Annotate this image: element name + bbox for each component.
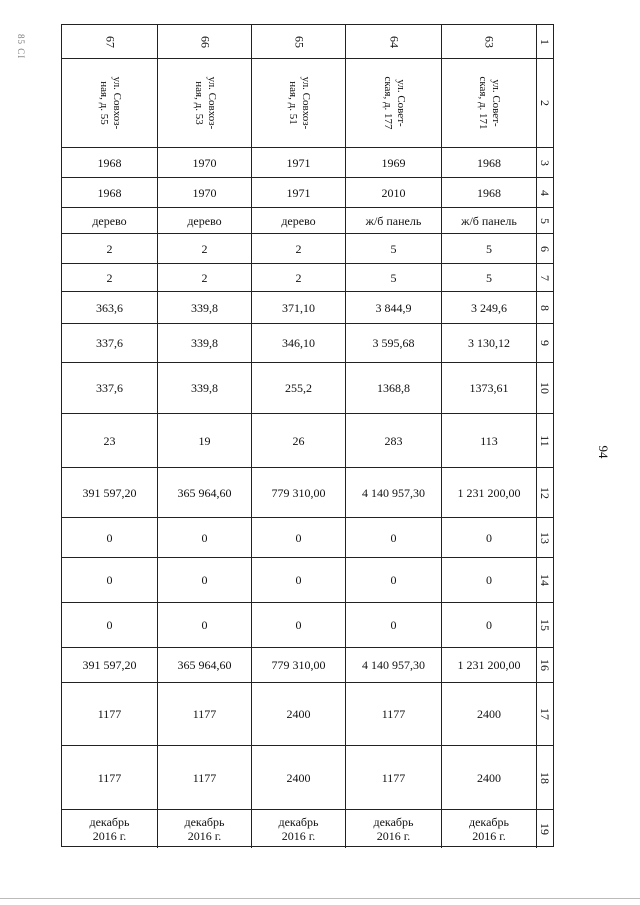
row-index-cell: 12 bbox=[538, 486, 552, 499]
table-row bbox=[62, 147, 553, 177]
table-row bbox=[62, 323, 553, 362]
table-cell: декабрь 2016 г. bbox=[252, 810, 346, 848]
table-cell: 0 bbox=[62, 603, 158, 647]
table-cell: дерево bbox=[158, 208, 252, 233]
table-row bbox=[62, 362, 553, 413]
table-cell: 2 bbox=[158, 264, 252, 291]
row-index-cell: 7 bbox=[538, 274, 552, 281]
table-row bbox=[62, 177, 553, 207]
row-index-cell: 6 bbox=[538, 245, 552, 252]
table-cell: 1177 bbox=[158, 746, 252, 809]
table-cell: 3 130,12 bbox=[442, 324, 537, 362]
table-cell: 0 bbox=[62, 518, 158, 557]
row-index-cell: 18 bbox=[538, 771, 552, 784]
table-row bbox=[62, 647, 553, 682]
row-index-cell: 5 bbox=[538, 217, 552, 224]
table-cell: 2010 bbox=[346, 178, 442, 207]
table-cell: 1971 bbox=[252, 148, 346, 177]
table-cell: 5 bbox=[442, 234, 537, 263]
table-cell: 1968 bbox=[62, 148, 158, 177]
table-cell: 0 bbox=[62, 558, 158, 602]
table-row-number bbox=[62, 25, 553, 58]
data-table bbox=[61, 24, 554, 847]
table-cell: 365 964,60 bbox=[158, 648, 252, 682]
table-cell: 1177 bbox=[62, 746, 158, 809]
table-cell: 1970 bbox=[158, 178, 252, 207]
row-index-cell: 8 bbox=[538, 304, 552, 311]
table-cell: 1 231 200,00 bbox=[442, 648, 537, 682]
table-cell: 2400 bbox=[252, 746, 346, 809]
table-cell: 0 bbox=[158, 518, 252, 557]
address-cell: ул. Совхоз- ная, д. 53 bbox=[158, 59, 252, 147]
table-cell: 283 bbox=[346, 414, 442, 467]
table-cell: 4 140 957,30 bbox=[346, 648, 442, 682]
row-index-cell: 10 bbox=[538, 382, 552, 394]
table-cell: 1368,8 bbox=[346, 363, 442, 413]
table-cell: 5 bbox=[346, 234, 442, 263]
table-cell: 363,6 bbox=[62, 292, 158, 323]
table-row bbox=[62, 682, 553, 745]
table-cell: дерево bbox=[62, 208, 158, 233]
table-cell: 1 231 200,00 bbox=[442, 468, 537, 517]
row-index-cell: 9 bbox=[538, 340, 552, 346]
table-cell: 391 597,20 bbox=[62, 648, 158, 682]
table-cell: декабрь 2016 г. bbox=[158, 810, 252, 848]
table-cell: 0 bbox=[158, 603, 252, 647]
table-row-address bbox=[62, 58, 553, 147]
table-cell: 346,10 bbox=[252, 324, 346, 362]
table-cell: 365 964,60 bbox=[158, 468, 252, 517]
row-index-cell: 15 bbox=[538, 619, 552, 631]
column-number-cell: 67 bbox=[62, 25, 158, 58]
row-index-cell: 16 bbox=[538, 659, 552, 671]
page-bottom-rule bbox=[0, 898, 640, 899]
table-row bbox=[62, 291, 553, 323]
table-cell: 3 249,6 bbox=[442, 292, 537, 323]
margin-mark: 85 CI bbox=[16, 34, 26, 60]
table-cell: 3 844,9 bbox=[346, 292, 442, 323]
table-row bbox=[62, 207, 553, 233]
table-cell: 2 bbox=[62, 234, 158, 263]
row-index-cell: 14 bbox=[538, 574, 552, 586]
table-cell: 2400 bbox=[252, 683, 346, 745]
table-cell: 0 bbox=[252, 603, 346, 647]
table-cell: декабрь 2016 г. bbox=[346, 810, 442, 848]
table-cell: дерево bbox=[252, 208, 346, 233]
table-row bbox=[62, 263, 553, 291]
table-cell: 339,8 bbox=[158, 324, 252, 362]
table-cell: 1968 bbox=[62, 178, 158, 207]
table-cell: 0 bbox=[442, 558, 537, 602]
address-cell: ул. Совхоз- ная, д. 51 bbox=[252, 59, 346, 147]
column-number-cell: 66 bbox=[158, 25, 252, 58]
table-cell: 1970 bbox=[158, 148, 252, 177]
table-cell: 0 bbox=[346, 603, 442, 647]
table-row bbox=[62, 809, 553, 848]
table-cell: 371,10 bbox=[252, 292, 346, 323]
table-cell: 0 bbox=[252, 518, 346, 557]
table-cell: 4 140 957,30 bbox=[346, 468, 442, 517]
table-cell: 3 595,68 bbox=[346, 324, 442, 362]
table-cell: 1177 bbox=[346, 683, 442, 745]
table-cell: 2 bbox=[252, 264, 346, 291]
table-row bbox=[62, 517, 553, 557]
table-row bbox=[62, 413, 553, 467]
table-row bbox=[62, 745, 553, 809]
row-index-cell: 4 bbox=[538, 189, 552, 196]
page-number: 94 bbox=[596, 445, 611, 459]
table-cell: 1968 bbox=[442, 148, 537, 177]
table-cell: 339,8 bbox=[158, 363, 252, 413]
table-cell: 1177 bbox=[62, 683, 158, 745]
table-row bbox=[62, 233, 553, 263]
table-cell: 1971 bbox=[252, 178, 346, 207]
table-cell: 1968 bbox=[442, 178, 537, 207]
table-cell: 5 bbox=[346, 264, 442, 291]
table-cell: 2 bbox=[62, 264, 158, 291]
table-cell: 1969 bbox=[346, 148, 442, 177]
table-cell: декабрь 2016 г. bbox=[442, 810, 537, 848]
table-cell: 26 bbox=[252, 414, 346, 467]
table-cell: 339,8 bbox=[158, 292, 252, 323]
address-cell: ул. Совет- ская, д. 177 bbox=[346, 59, 442, 147]
table-cell: 0 bbox=[252, 558, 346, 602]
table-row bbox=[62, 602, 553, 647]
table-cell: 391 597,20 bbox=[62, 468, 158, 517]
table-cell: 2 bbox=[158, 234, 252, 263]
column-number-cell: 63 bbox=[442, 25, 537, 58]
table-cell: 2400 bbox=[442, 683, 537, 745]
row-index-cell: 11 bbox=[538, 434, 552, 447]
table-cell: 1177 bbox=[346, 746, 442, 809]
table-cell: 1373,61 bbox=[442, 363, 537, 413]
table-cell: 255,2 bbox=[252, 363, 346, 413]
table-cell: 0 bbox=[346, 518, 442, 557]
table-cell: 23 bbox=[62, 414, 158, 467]
row-index-cell: 2 bbox=[538, 100, 552, 106]
table-cell: 337,6 bbox=[62, 324, 158, 362]
table-cell: 0 bbox=[442, 603, 537, 647]
table-cell: 2400 bbox=[442, 746, 537, 809]
row-index-cell: 3 bbox=[538, 159, 552, 166]
address-cell: ул. Совет- ская, д. 171 bbox=[442, 59, 537, 147]
table-cell: 1177 bbox=[158, 683, 252, 745]
table-cell: декабрь 2016 г. bbox=[62, 810, 158, 848]
table-cell: 2 bbox=[252, 234, 346, 263]
table-cell: ж/б панель bbox=[442, 208, 537, 233]
table-cell: 0 bbox=[442, 518, 537, 557]
row-index-cell: 13 bbox=[538, 531, 552, 544]
table-cell: 779 310,00 bbox=[252, 648, 346, 682]
table-cell: 337,6 bbox=[62, 363, 158, 413]
table-cell: 0 bbox=[158, 558, 252, 602]
column-number-cell: 64 bbox=[346, 25, 442, 58]
row-index-cell: 1 bbox=[538, 38, 552, 45]
table-cell: 0 bbox=[346, 558, 442, 602]
address-cell: ул. Совхоз- ная, д. 55 bbox=[62, 59, 158, 147]
table-cell: ж/б панель bbox=[346, 208, 442, 233]
table-cell: 113 bbox=[442, 414, 537, 467]
table-row bbox=[62, 557, 553, 602]
table-cell: 19 bbox=[158, 414, 252, 467]
row-index-cell: 19 bbox=[538, 823, 552, 835]
table-cell: 5 bbox=[442, 264, 537, 291]
column-number-cell: 65 bbox=[252, 25, 346, 58]
row-index-cell: 17 bbox=[538, 708, 552, 720]
table-row bbox=[62, 467, 553, 517]
table-cell: 779 310,00 bbox=[252, 468, 346, 517]
